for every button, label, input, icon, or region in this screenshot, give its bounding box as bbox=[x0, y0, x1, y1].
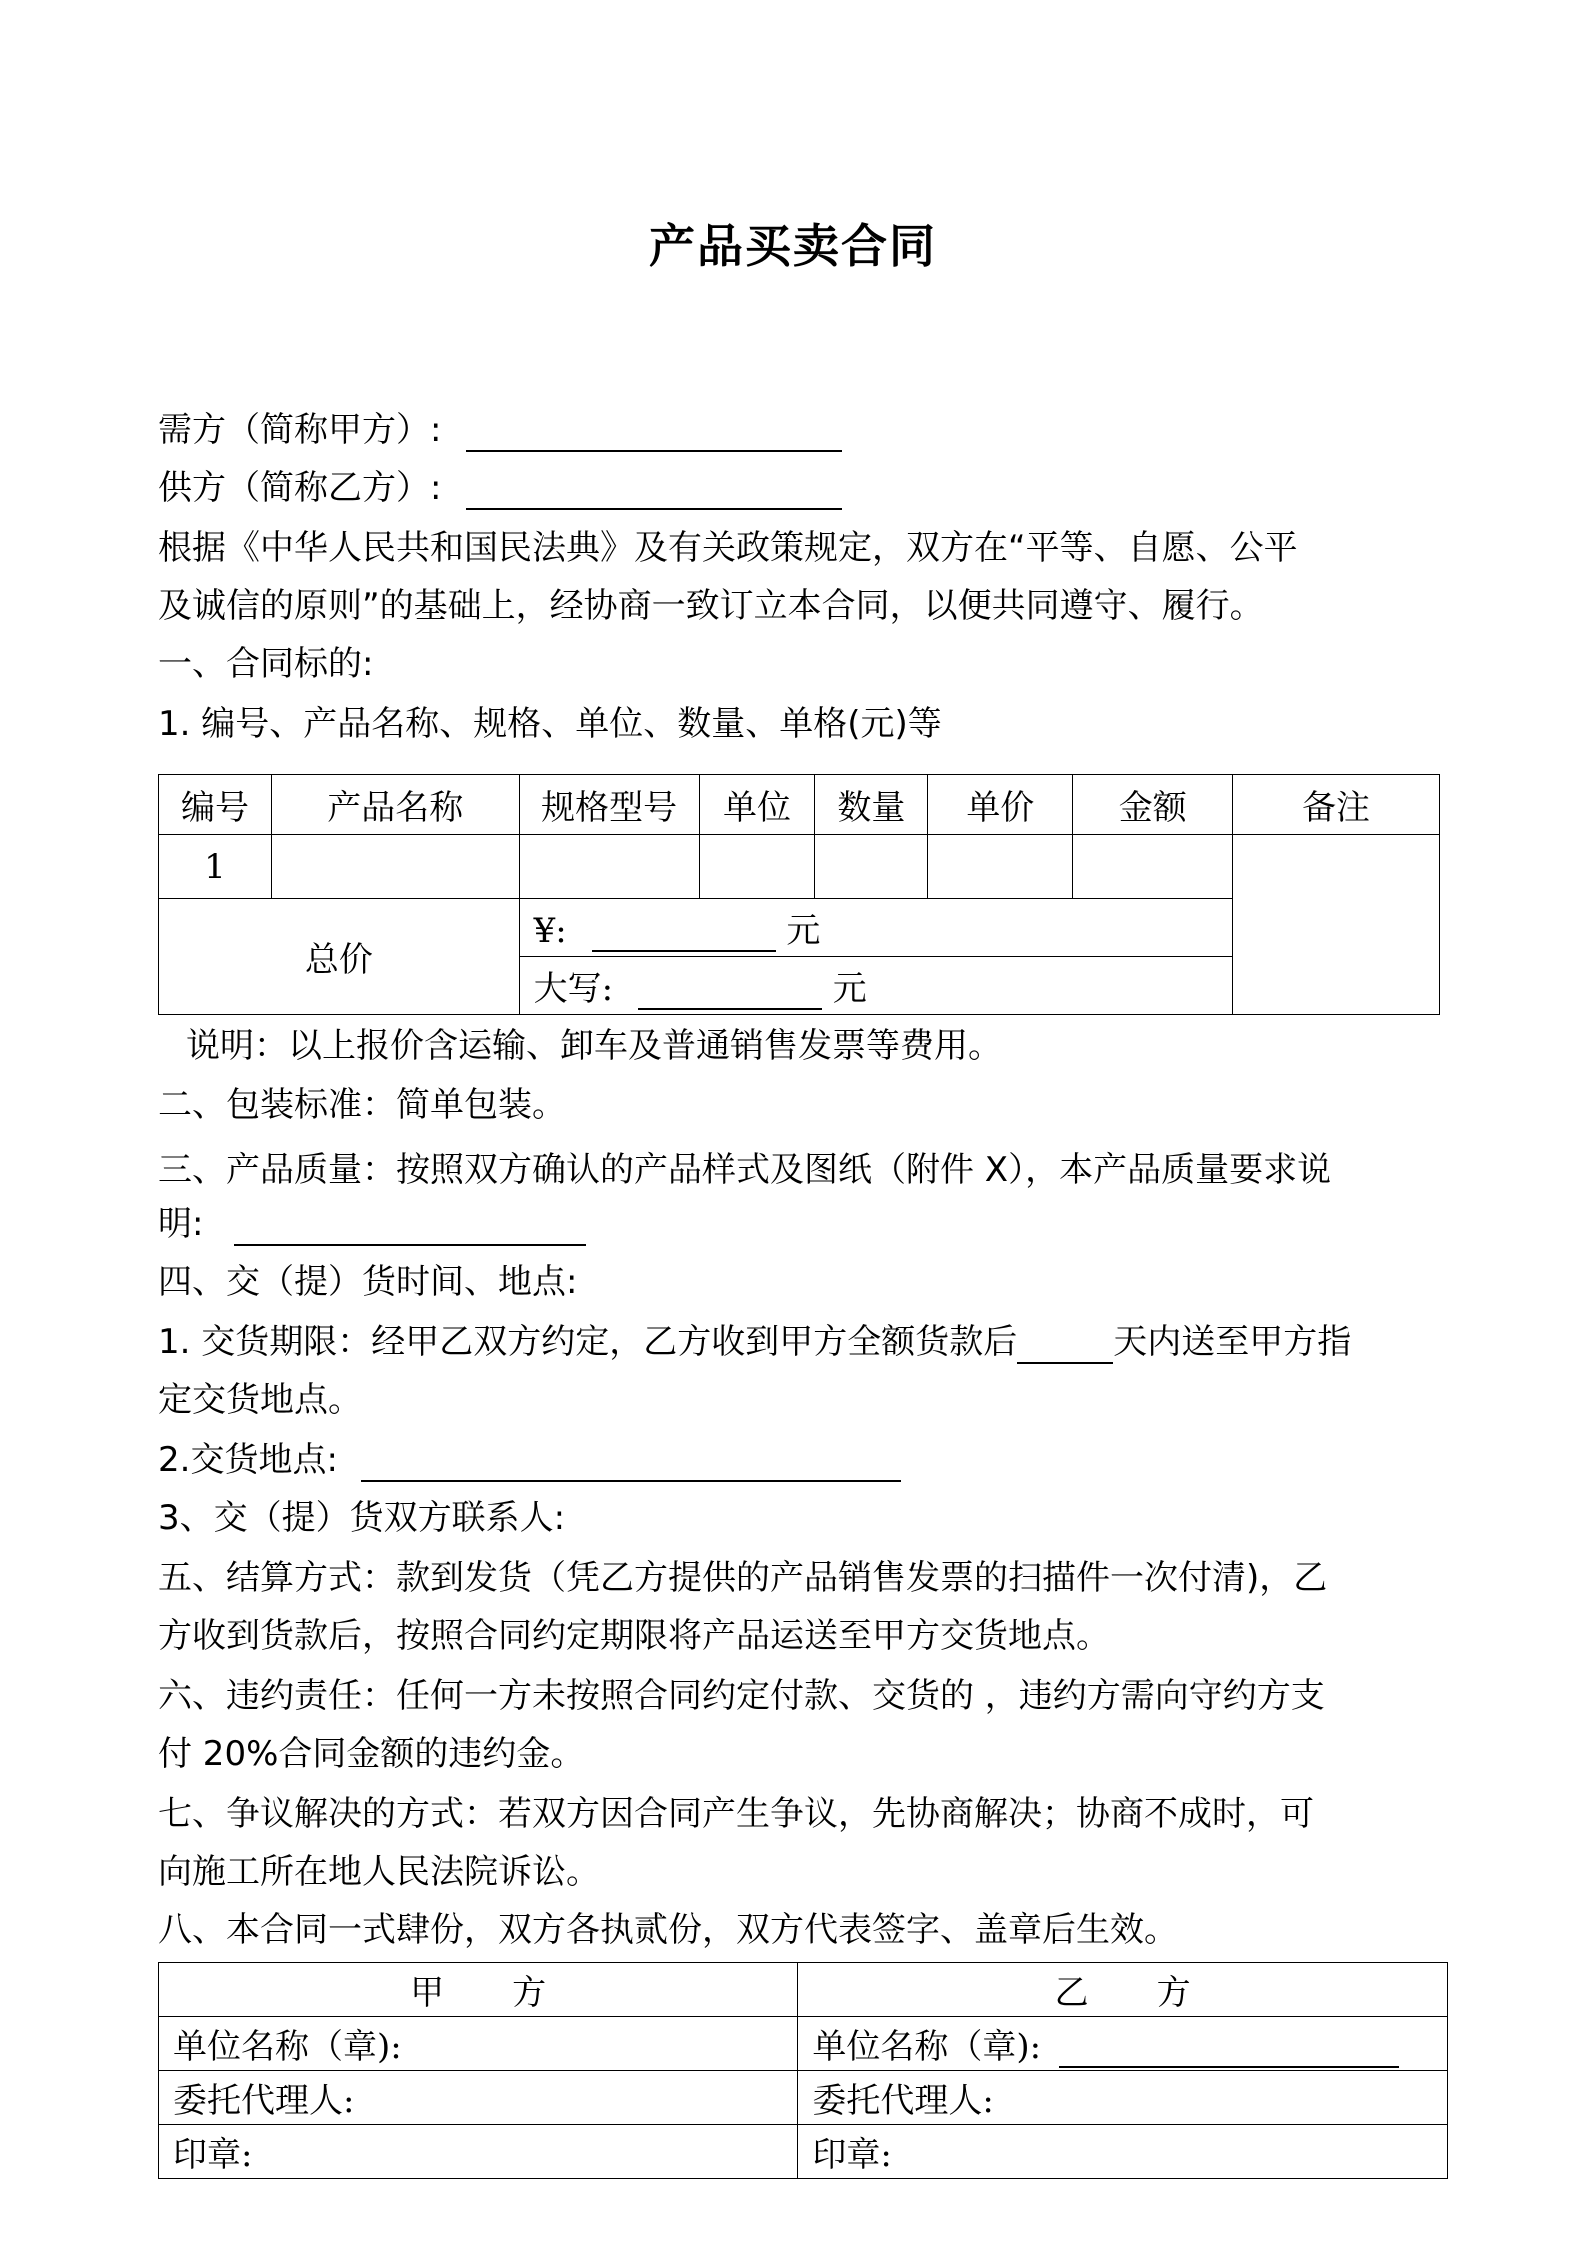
table-row bbox=[159, 835, 1440, 899]
product-table bbox=[158, 774, 1440, 1015]
party-b-unit-name[interactable] bbox=[798, 2017, 1448, 2071]
header-amount: 金额 bbox=[1073, 775, 1233, 835]
section4-contacts: 3、交（提）货双方联系人: bbox=[158, 1498, 566, 1538]
party-b-unit-label: 单位名称（章): bbox=[812, 2027, 1042, 2067]
section8: 八、本合同一式肆份，双方各执贰份，双方代表签字、盖章后生效。 bbox=[158, 1910, 1178, 1950]
party-b-label: 供方（简称乙方）: bbox=[158, 468, 442, 508]
section1-subheading: 1. 编号、产品名称、规格、单位、数量、单格(元)等 bbox=[158, 704, 942, 744]
delivery-place-label: 2.交货地点: bbox=[158, 1440, 338, 1480]
section4-delivery-place bbox=[158, 1438, 901, 1482]
header-spec-model: 规格型号 bbox=[519, 775, 699, 835]
section2-packaging: 二、包装标准：简单包装。 bbox=[158, 1085, 566, 1125]
section6-line-1: 六、违约责任：任何一方未按照合同约定付款、交货的 ，违约方需向守约方支 bbox=[158, 1676, 1325, 1716]
capital-blank[interactable] bbox=[638, 974, 822, 1010]
cell-unit[interactable] bbox=[699, 835, 815, 899]
signature-header-row bbox=[159, 1963, 1448, 2017]
row-no: 1 bbox=[159, 835, 272, 899]
section6-line-2: 付 20%合同金额的违约金。 bbox=[158, 1734, 585, 1774]
header-quantity: 数量 bbox=[815, 775, 928, 835]
party-a-seal-label: 印章: bbox=[173, 2135, 253, 2175]
party-a-blank[interactable] bbox=[466, 416, 842, 452]
section3-label: 明: bbox=[158, 1204, 204, 1244]
section4-delivery-period bbox=[158, 1320, 1351, 1364]
yen-unit: 元 bbox=[786, 911, 821, 951]
signature-table bbox=[158, 1962, 1448, 2179]
party-a-agent[interactable] bbox=[159, 2071, 798, 2125]
delivery-days-blank[interactable] bbox=[1017, 1328, 1113, 1364]
total-label: 总价 bbox=[159, 899, 520, 1015]
cell-unit-price[interactable] bbox=[928, 835, 1073, 899]
party-a-label: 需方（简称甲方）: bbox=[158, 410, 442, 450]
party-a-agent-label: 委托代理人: bbox=[173, 2081, 355, 2121]
signature-unit-row bbox=[159, 2017, 1448, 2071]
party-b-agent-label: 委托代理人: bbox=[812, 2081, 994, 2121]
total-capital-cell bbox=[519, 957, 1232, 1015]
capital-label: 大写: bbox=[533, 969, 614, 1009]
section5-line-1: 五、结算方式：款到发货（凭乙方提供的产品销售发票的扫描件一次付清)，乙 bbox=[158, 1558, 1328, 1598]
total-yen-cell bbox=[519, 899, 1232, 957]
capital-unit: 元 bbox=[832, 969, 867, 1009]
party-b-seal-label: 印章: bbox=[812, 2135, 892, 2175]
party-b-blank[interactable] bbox=[466, 474, 842, 510]
party-b-seal[interactable] bbox=[798, 2125, 1448, 2179]
section3-quality-line-1: 三、产品质量：按照双方确认的产品样式及图纸（附件 X），本产品质量要求说 bbox=[158, 1150, 1332, 1190]
section1-heading: 一、合同标的: bbox=[158, 644, 374, 684]
quality-blank[interactable] bbox=[234, 1210, 586, 1246]
party-a-unit-label: 单位名称（章): bbox=[173, 2027, 402, 2067]
delivery-place-blank[interactable] bbox=[361, 1446, 901, 1482]
signature-agent-row bbox=[159, 2071, 1448, 2125]
delivery-period-text-b: 天内送至甲方指 bbox=[1113, 1322, 1352, 1362]
section4-heading: 四、交（提）货时间、地点: bbox=[158, 1262, 578, 1302]
section7-line-1: 七、争议解决的方式：若双方因合同产生争议，先协商解决；协商不成时，可 bbox=[158, 1794, 1314, 1834]
yen-label: ¥: bbox=[533, 911, 567, 951]
party-b-header: 乙 方 bbox=[798, 1963, 1448, 2017]
signature-seal-row bbox=[159, 2125, 1448, 2179]
table-header-row bbox=[159, 775, 1440, 835]
section4-delivery-period-cont: 定交货地点。 bbox=[158, 1380, 362, 1420]
section5-line-2: 方收到货款后，按照合同约定期限将产品运送至甲方交货地点。 bbox=[158, 1616, 1110, 1656]
party-b-agent[interactable] bbox=[798, 2071, 1448, 2125]
document-title: 产品买卖合同 bbox=[649, 219, 937, 273]
preamble-line-2: 及诚信的原则”的基础上，经协商一致订立本合同，以便共同遵守、履行。 bbox=[158, 586, 1264, 626]
delivery-period-text-a: 1. 交货期限：经甲乙双方约定，乙方收到甲方全额货款后 bbox=[158, 1322, 1018, 1362]
header-no: 编号 bbox=[159, 775, 272, 835]
header-remarks: 备注 bbox=[1233, 775, 1440, 835]
yen-blank[interactable] bbox=[592, 916, 776, 952]
party-a-unit-name[interactable] bbox=[159, 2017, 798, 2071]
party-a-header: 甲 方 bbox=[159, 1963, 798, 2017]
section3-quality-line-2 bbox=[158, 1202, 586, 1246]
header-unit-price: 单价 bbox=[928, 775, 1073, 835]
header-unit: 单位 bbox=[699, 775, 815, 835]
preamble-line-1: 根据《中华人民共和国民法典》及有关政策规定，双方在“平等、自愿、公平 bbox=[158, 528, 1298, 568]
cell-quantity[interactable] bbox=[815, 835, 928, 899]
party-a-seal[interactable] bbox=[159, 2125, 798, 2179]
party-b-unit-blank[interactable] bbox=[1059, 2036, 1399, 2068]
cell-product-name[interactable] bbox=[271, 835, 519, 899]
party-a-line bbox=[158, 408, 842, 452]
cell-amount[interactable] bbox=[1073, 835, 1233, 899]
header-product-name: 产品名称 bbox=[271, 775, 519, 835]
cell-spec-model[interactable] bbox=[519, 835, 699, 899]
cell-remarks[interactable] bbox=[1233, 835, 1440, 1015]
section7-line-2: 向施工所在地人民法院诉讼。 bbox=[158, 1852, 600, 1892]
party-b-line bbox=[158, 466, 842, 510]
price-note: 说明：以上报价含运输、卸车及普通销售发票等费用。 bbox=[186, 1026, 1002, 1066]
